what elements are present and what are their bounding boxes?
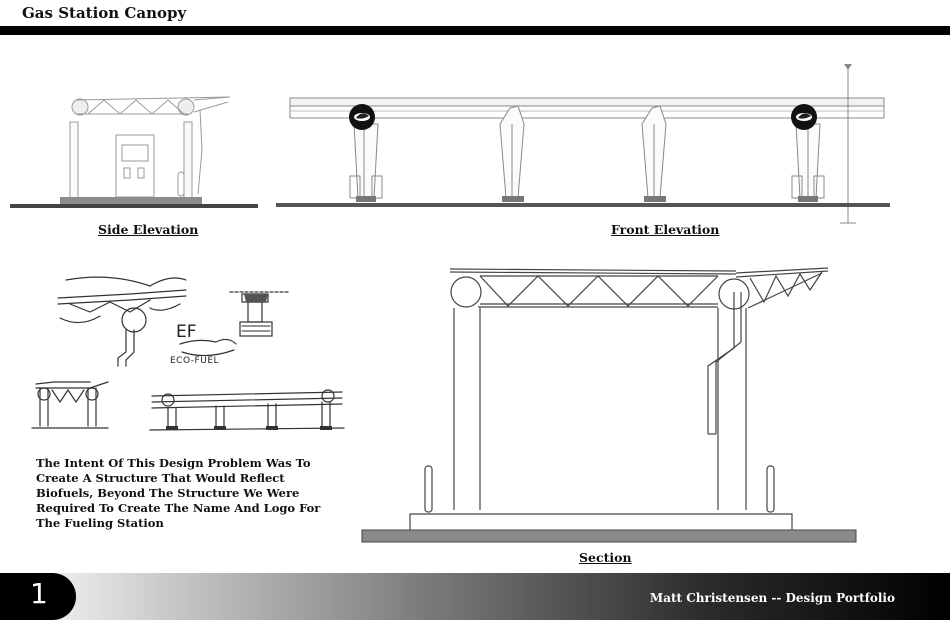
side-elevation-caption: Side Elevation	[98, 222, 199, 237]
front-elevation-drawing	[274, 58, 894, 230]
front-elevation-caption: Front Elevation	[611, 222, 720, 237]
header-bar	[0, 26, 950, 35]
logo-mark: EF	[176, 322, 197, 342]
logo-name: ECO-FUEL	[170, 356, 220, 366]
page-number-tab	[0, 573, 76, 620]
page-title: Gas Station Canopy	[22, 4, 187, 22]
eco-fuel-logo-sketch	[168, 322, 248, 372]
section-drawing	[360, 262, 860, 547]
page-number: 1	[30, 577, 48, 610]
footer-credit: Matt Christensen -- Design Portfolio	[649, 591, 895, 605]
design-description: The Intent Of This Design Problem Was To Create A Structure That Would Reflect Biofuels, Beyond The Structure We Were Required To Create The Name And Logo For The Fueling Station	[36, 456, 321, 530]
section-caption: Section	[579, 550, 632, 565]
side-elevation-drawing	[8, 90, 260, 210]
